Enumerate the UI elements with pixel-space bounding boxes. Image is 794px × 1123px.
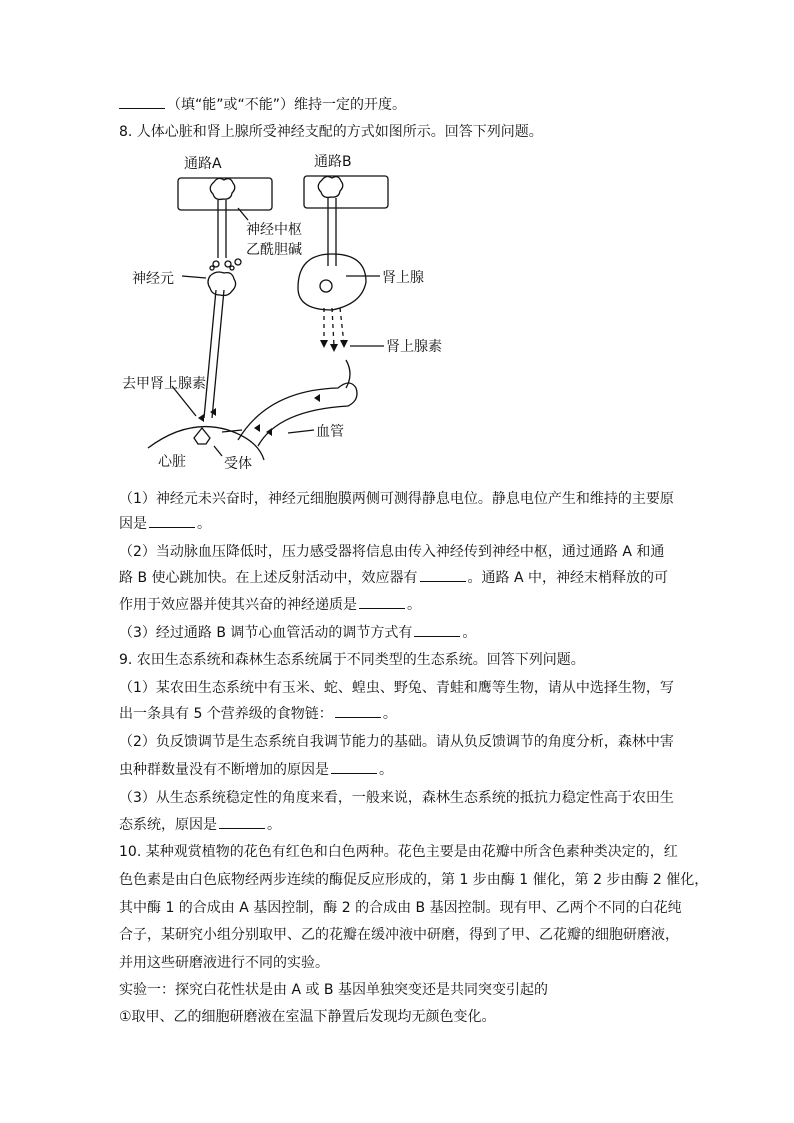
central-box-b <box>304 176 388 208</box>
question-9-stem: 9. 农田生态系统和森林生态系统属于不同类型的生态系统。回答下列问题。 <box>119 652 585 668</box>
label-heart: 心脏 <box>158 454 186 470</box>
question-10-line3: 其中酶 1 的合成由 A 基因控制，酶 2 的合成由 B 基因控制。现有甲、乙两个不同的白花纯 <box>119 900 682 916</box>
experiment-1-step1: ①取甲、乙的细胞研磨液在室温下静置后发现均无颜色变化。 <box>119 1009 496 1025</box>
q9-2-line2: 虫种群数量没有不断增加的原因是 。 <box>119 762 393 778</box>
experiment-1-title: 实验一：探究白花性状是由 A 或 B 基因单独突变还是共同突变引起的 <box>119 982 548 998</box>
answer-blank <box>149 515 195 528</box>
central-box-a <box>178 178 272 210</box>
label-receptor: 受体 <box>224 456 252 472</box>
answer-blank <box>335 705 381 718</box>
answer-blank <box>331 761 377 774</box>
q9-3-line1: （3）从生态系统稳定性的角度来看，一般来说，森林生态系统的抵抗力稳定性高于农田生 <box>119 790 674 806</box>
text-line: （填“能”或“不能”）维持一定的开度。 <box>119 96 406 114</box>
label-vessel: 血管 <box>316 424 344 440</box>
answer-blank <box>359 596 405 609</box>
label-neuron: 神经元 <box>132 271 174 287</box>
q8-2-line1: （2）当动脉血压降低时，压力感受器将信息由传入神经传到神经中枢，通过通路 A 和通 <box>119 544 665 560</box>
label-epinephrine: 肾上腺素 <box>386 339 442 355</box>
answer-blank <box>414 624 460 637</box>
question-8-stem: 8. 人体心脏和肾上腺所受神经支配的方式如图所示。回答下列问题。 <box>119 124 543 140</box>
answer-blank <box>119 96 165 109</box>
question-10-line5: 并用这些研磨液进行不同的实验。 <box>119 955 329 971</box>
q9-1-line1: （1）某农田生态系统中有玉米、蛇、蝗虫、野兔、青蛙和鹰等生物，请从中选择生物，写 <box>119 680 674 696</box>
label-ach: 乙酰胆碱 <box>246 242 302 258</box>
q8-1-line2: 因是 。 <box>119 516 211 532</box>
q8-3-line: （3）经过通路 B 调节心血管活动的调节方式有 。 <box>119 625 477 641</box>
label-adrenal: 肾上腺 <box>382 270 424 286</box>
label-path-a: 通路A <box>184 156 222 172</box>
question-10-line2: 色色素是由白色底物经两步连续的酶促反应形成的，第 1 步由酶 1 催化，第 2 步由酶 2 催化， <box>119 872 709 888</box>
q9-1-line2: 出一条具有 5 个营养级的食物链： 。 <box>119 706 397 722</box>
answer-blank <box>219 816 265 829</box>
q9-2-line1: （2）负反馈调节是生态系统自我调节能力的基础。请从负反馈调节的角度分析，森林中害 <box>119 734 674 750</box>
question-10-line1: 10. 某种观赏植物的花色有红色和白色两种。花色主要是由花瓣中所含色素种类决定的，红 <box>119 844 678 860</box>
q9-3-line2: 态系统，原因是 。 <box>119 817 281 833</box>
nerve-diagram <box>118 148 458 478</box>
label-path-b: 通路B <box>314 154 352 170</box>
answer-blank <box>420 569 466 582</box>
question-10-line4: 合子，某研究小组分别取甲、乙的花瓣在缓冲液中研磨，得到了甲、乙花瓣的细胞研磨液， <box>119 927 679 943</box>
label-center: 神经中枢 <box>246 222 302 238</box>
label-norepinephrine: 去甲肾上腺素 <box>122 376 206 392</box>
q8-2-line2: 路 B 使心跳加快。在上述反射活动中，效应器有 。通路 A 中，神经末梢释放的可 <box>119 570 668 586</box>
q8-1-line1: （1）神经元未兴奋时，神经元细胞膜两侧可测得静息电位。静息电位产生和维持的主要原 <box>119 491 674 507</box>
q8-2-line3: 作用于效应器并使其兴奋的神经递质是 。 <box>119 597 421 613</box>
adrenal-gland <box>298 254 366 310</box>
